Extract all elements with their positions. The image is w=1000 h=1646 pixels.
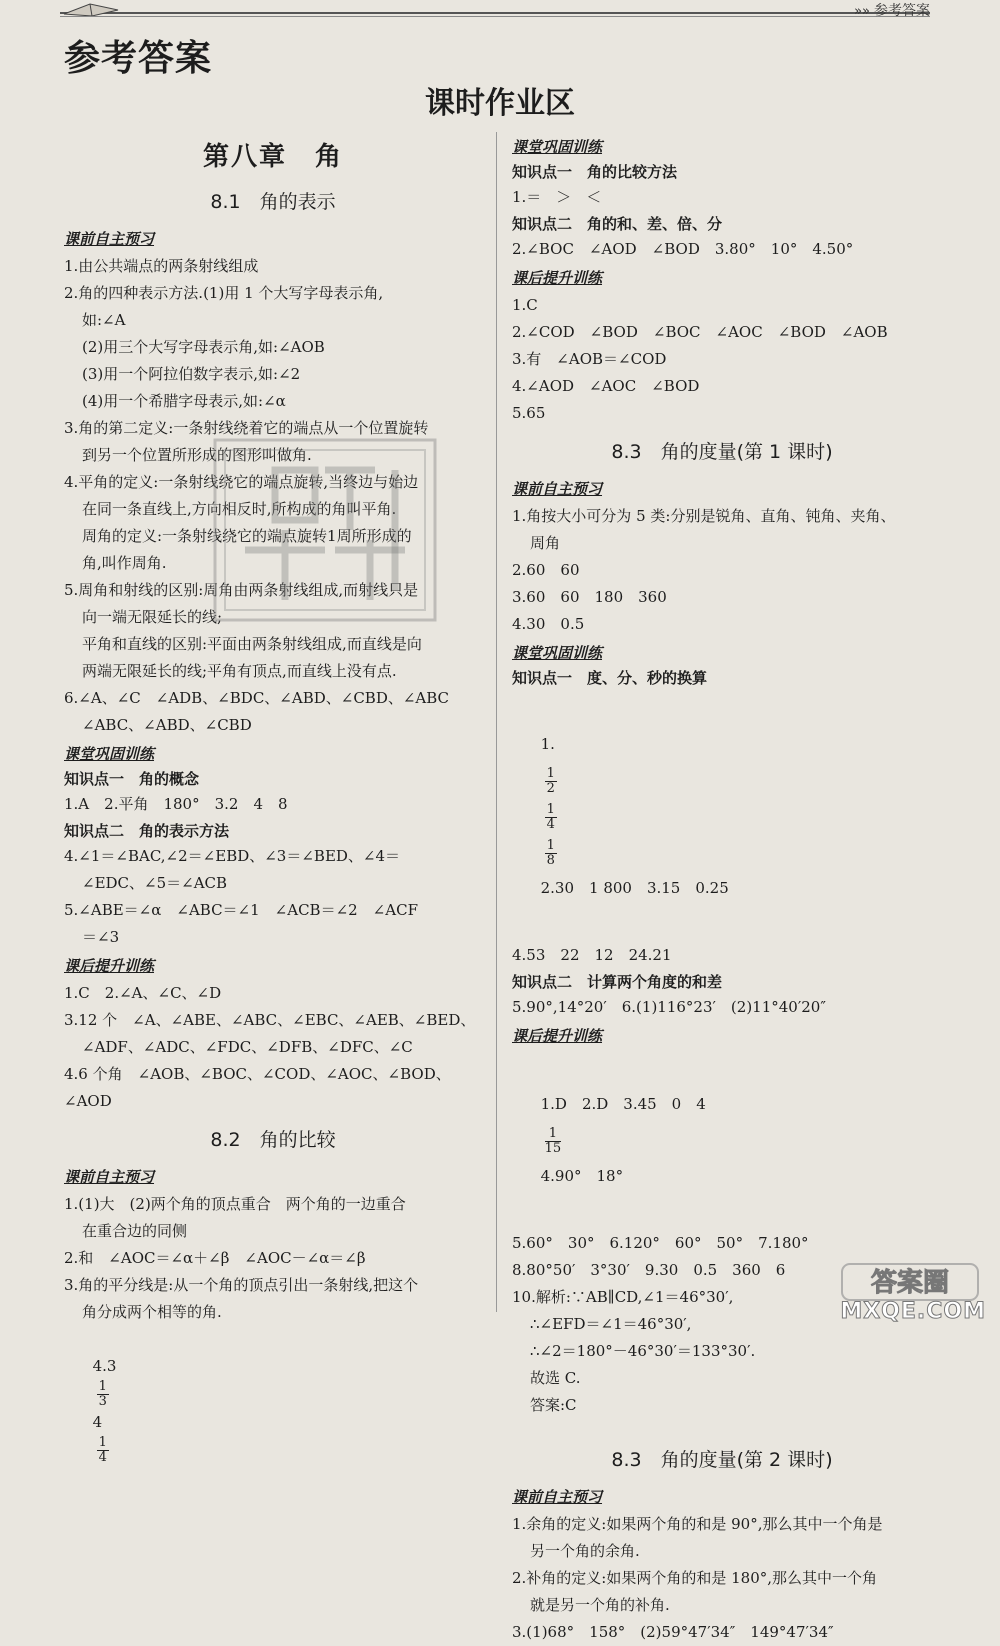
fraction: $\frac{1}{4}$	[98, 1435, 107, 1465]
header-rule-thin	[60, 16, 930, 17]
answer-line: ∠ADF、∠ADC、∠FDC、∠DFB、∠DFC、∠C	[82, 1038, 413, 1056]
answer-line: 6.∠A、∠C ∠ADB、∠BDC、∠ABD、∠CBD、∠ABC	[64, 689, 450, 707]
answer-line: 1.＝ ＞ ＜	[512, 188, 602, 206]
answer-line: 如:∠A	[82, 311, 126, 329]
answer-line: ∴∠EFD＝∠1＝46°30′,	[530, 1315, 692, 1333]
chevron-right-icon: »»	[854, 4, 870, 19]
answer-circle-logo-icon	[840, 1262, 980, 1302]
answer-line: (3)用一个阿拉伯数字表示,如:∠2	[82, 365, 301, 383]
answer-line: 3.有 ∠AOB＝∠COD	[512, 350, 667, 368]
answer-line: 5.∠ABE＝∠α ∠ABC＝∠1 ∠ACB＝∠2 ∠ACF	[64, 901, 418, 919]
answer-line: 1.由公共端点的两条射线组成	[64, 257, 259, 275]
answer-line: 到另一个位置所形成的图形叫做角.	[82, 446, 312, 464]
answer-line: 4.30 0.5	[512, 615, 585, 633]
knowledge-point-heading: 知识点二 角的表示方法	[64, 822, 230, 840]
subsection-heading: 课后提升训练	[512, 269, 603, 287]
answer-line: (2)用三个大写字母表示角,如:∠AOB	[82, 338, 325, 356]
answer-line: 3.60 60 180 360	[512, 588, 667, 606]
answer-line: 2.∠BOC ∠AOD ∠BOD 3.80° 10° 4.50°	[512, 240, 854, 258]
answer-line: 3.角的第二定义:一条射线绕着它的端点从一个位置旋转	[64, 419, 429, 437]
knowledge-point-heading: 知识点一 角的比较方法	[512, 163, 678, 181]
answer-line: 角分成两个相等的角.	[82, 1303, 222, 1321]
lesson-title: 8.1 角的表示	[210, 191, 336, 213]
answer-line: 2.∠COD ∠BOD ∠BOC ∠AOC ∠BOD ∠AOB	[512, 323, 888, 341]
header-rule	[60, 12, 930, 14]
fraction: $\frac{1}{8}$	[546, 837, 555, 868]
answer-line: 另一个角的余角.	[530, 1542, 640, 1560]
knowledge-point-heading: 知识点一 角的概念	[64, 770, 200, 788]
watermark-site: MXQE.COM	[840, 1299, 986, 1324]
fraction: $\frac{1}{4}$	[546, 801, 555, 832]
answer-line: 3.角的平分线是:从一个角的顶点引出一条射线,把这个	[64, 1276, 419, 1294]
answer-line: 角,叫作周角.	[82, 554, 167, 572]
subsection-heading: 课前自主预习	[512, 480, 603, 498]
answer-line: 4.∠AOD ∠AOC ∠BOD	[512, 377, 700, 395]
left-column	[64, 130, 482, 1492]
subsection-heading: 课堂巩固训练	[512, 644, 603, 662]
subsection-heading: 课前自主预习	[512, 1488, 603, 1506]
answer-line: 4.6 个角 ∠AOB、∠BOC、∠COD、∠AOC、∠BOD、∠AOD	[64, 1065, 451, 1110]
answer-line: 就是另一个角的补角.	[530, 1596, 670, 1614]
answer-line: 在重合边的同侧	[82, 1222, 188, 1240]
answer-line: 5.60° 30° 6.120° 60° 50° 7.180°	[512, 1234, 809, 1252]
right-column	[512, 132, 932, 1646]
answer-line: 1.余角的定义:如果两个角的和是 90°,那么其中一个角是	[512, 1515, 883, 1533]
answer-line: 平角和直线的区别:平面由两条射线组成,而直线是向	[82, 635, 422, 653]
answer-line: 3.(1)68° 158° (2)59°47′34″ 149°47′34″	[512, 1623, 834, 1641]
answer-line: 5.65	[512, 404, 546, 422]
answer-line: ∠EDC、∠5＝∠ACB	[82, 874, 228, 892]
lesson-title: 8.2 角的比较	[210, 1129, 336, 1151]
knowledge-point-heading: 知识点一 度、分、秒的换算	[512, 669, 708, 687]
answer-line-fractions: 1. $\frac{1}{2}$ $\frac{1}{4}$ $\frac{1}{8}$ 2.30 1 800 3.15 0.25	[540, 735, 729, 897]
answer-line: 2.补角的定义:如果两个角的和是 180°,那么其中一个角	[512, 1569, 878, 1587]
answer-line: 答案:C	[530, 1396, 577, 1414]
answer-line: 5.周角和射线的区别:周角由两条射线组成,而射线只是	[64, 581, 419, 599]
answer-line: 4.平角的定义:一条射线绕它的端点旋转,当终边与始边	[64, 473, 419, 491]
subsection-heading: 课后提升训练	[512, 1027, 603, 1045]
answer-line: 2.60 60	[512, 561, 580, 579]
lesson-title: 8.3 角的度量(第 1 课时)	[611, 441, 833, 463]
fraction: $\frac{1}{15}$	[544, 1125, 562, 1156]
answer-line: 两端无限延长的线;平角有顶点,而直线上没有点.	[82, 662, 397, 680]
answer-line: 8.80°50′ 3°30′ 9.30 0.5 360 6	[512, 1261, 786, 1279]
answer-line: 1.A 2.平角 180° 3.2 4 8	[64, 795, 288, 813]
answer-line: 5.90°,14°20′ 6.(1)116°23′ (2)11°40′20″	[512, 998, 826, 1016]
book-icon	[62, 0, 122, 16]
answer-line: 向一端无限延长的线;	[82, 608, 223, 626]
chapter-title: 第八章 角	[202, 142, 343, 172]
subsection-heading: 课前自主预习	[64, 1168, 155, 1186]
answer-line: 周角的定义:一条射线绕它的端点旋转1周所形成的	[82, 527, 412, 545]
answer-line: 1.角按大小可分为 5 类:分别是锐角、直角、钝角、夹角、	[512, 507, 896, 525]
answer-line: ∠ABC、∠ABD、∠CBD	[82, 716, 252, 734]
subsection-heading: 课堂巩固训练	[512, 138, 603, 156]
header-section-label: »» 参考答案	[854, 3, 930, 19]
answer-line: 4.∠1＝∠BAC,∠2＝∠EBD、∠3＝∠BED、∠4＝	[64, 847, 401, 865]
answer-line: 故选 C.	[530, 1369, 581, 1387]
answer-line: 1.(1)大 (2)两个角的顶点重合 两个角的一边重合	[64, 1195, 406, 1213]
answer-line: 在同一条直线上,方向相反时,所构成的角叫平角.	[82, 500, 397, 518]
answer-line: ＝∠3	[82, 928, 120, 946]
watermark-stamp-icon	[205, 430, 445, 630]
answer-line: 4.53 22 12 24.21	[512, 946, 672, 964]
lesson-title: 8.3 角的度量(第 2 课时)	[611, 1449, 833, 1471]
section-title: 课时作业区	[425, 86, 575, 121]
answer-line: ∴∠2＝180°－46°30′＝133°30′.	[530, 1342, 756, 1360]
answer-line: 2.和 ∠AOC＝∠α＋∠β ∠AOC－∠α＝∠β	[64, 1249, 366, 1267]
subsection-heading: 课堂巩固训练	[64, 745, 155, 763]
subsection-heading: 课前自主预习	[64, 230, 155, 248]
knowledge-point-heading: 知识点二 计算两个角度的和差	[512, 973, 723, 991]
fraction: $\frac{1}{2}$	[546, 765, 555, 796]
answer-line: 1.C 2.∠A、∠C、∠D	[64, 984, 222, 1002]
answer-line-fractions: 4.3 $\frac{1}{3}$ 4 $\frac{1}{4}$	[92, 1357, 117, 1465]
answer-line: 3.12 个 ∠A、∠ABE、∠ABC、∠EBC、∠AEB、∠BED、	[64, 1011, 476, 1029]
knowledge-point-heading: 知识点二 角的和、差、倍、分	[512, 215, 723, 233]
fraction: $\frac{1}{3}$	[98, 1379, 107, 1409]
answer-line: (4)用一个希腊字母表示,如:∠α	[82, 392, 286, 410]
subsection-heading: 课后提升训练	[64, 957, 155, 975]
answer-line: 1.C	[512, 296, 538, 314]
answer-line: 10.解析:∵AB∥CD,∠1＝46°30′,	[512, 1288, 734, 1306]
answer-line: 周角	[530, 534, 561, 552]
page-title: 参考答案	[64, 38, 213, 79]
answer-line-fractions: 1.D 2.D 3.45 0 4 $\frac{1}{15}$ 4.90° 18°	[540, 1095, 706, 1185]
answer-line: 2.角的四种表示方法.(1)用 1 个大写字母表示角,	[64, 284, 384, 302]
svg-text:答案圈: 答案圈	[870, 1268, 950, 1298]
column-divider	[496, 132, 497, 1312]
